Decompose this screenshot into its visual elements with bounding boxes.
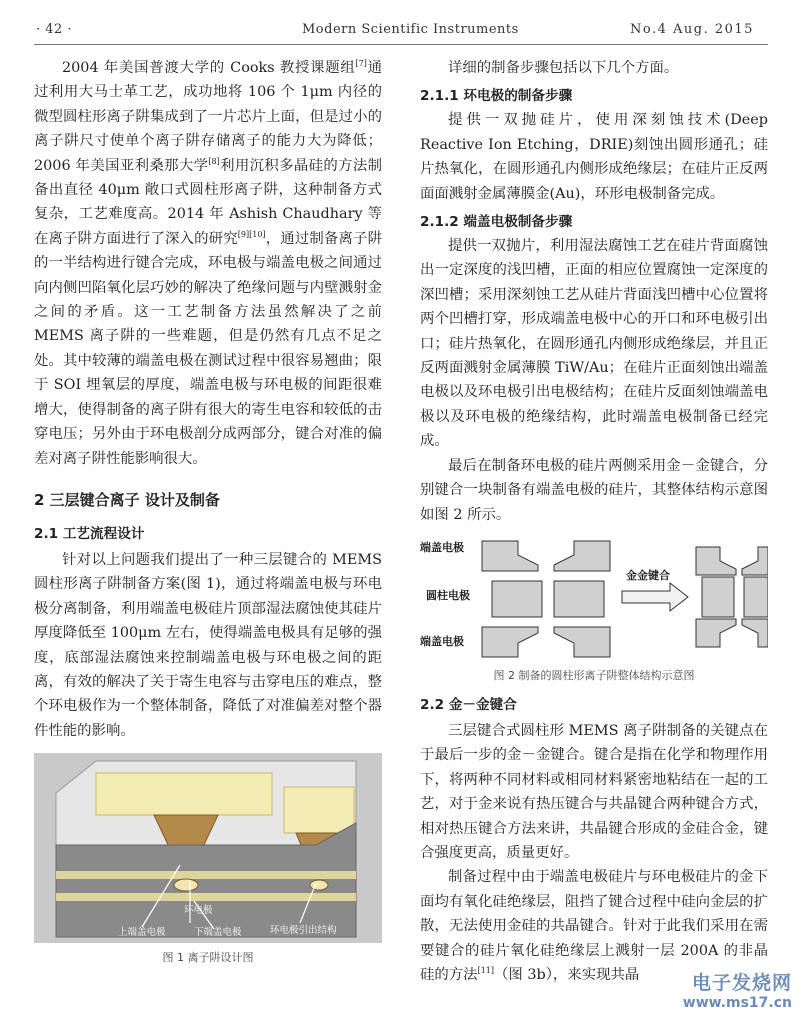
figure-2-caption: 图 2 制备的圆柱形离子阱整体结构示意图	[493, 668, 695, 682]
citation-ref: [11]	[477, 965, 494, 975]
section-heading-2-1: 2.1 工艺流程设计	[34, 525, 145, 542]
paragraph-au-au-bonding: 三层键合式圆柱形 MEMS 离子阱制备的关键点在于最后一步的金－金键合。键合是指在化学和物理作用下，将两种不同材料或相同材料紧密地粘结在一起的工艺，对于金来说有热压键合与共晶键合两种键合方式，相对热压键合方法来讲，共晶键合形成的金硅合金，键合强度更高，质量更好。	[420, 722, 768, 861]
left-column	[34, 56, 382, 965]
citation-ref: [8]	[208, 156, 220, 166]
citation-ref: [9][10]	[237, 229, 266, 239]
fig2-label-endcap-top: 端盖电极	[420, 540, 464, 554]
right-column	[420, 56, 768, 987]
issue-info: No.4 Aug. 2015	[630, 22, 754, 37]
section-heading-2-1-2: 2.1.2 端盖电极制备步骤	[420, 214, 573, 231]
header-rule	[34, 44, 768, 45]
page-number: · 42 ·	[36, 22, 73, 37]
fig2-label-endcap-bottom: 端盖电极	[420, 634, 464, 648]
citation-ref: [7]	[355, 59, 367, 68]
figure-2-image	[420, 533, 768, 661]
figure-1	[34, 753, 382, 965]
fig1-label-ring-lead: 环电极引出结构	[270, 925, 337, 937]
paragraph-ring-electrode: 提供一双抛硅片，使用深刻蚀技术(Deep Reactive Ion Etching，DRIE)刻蚀出圆形通孔；硅片热氧化，在圆形通孔内侧形成绝缘层；在硅片正反两面面溅射金属薄膜金(Au)，环形电极制备完成。	[420, 112, 768, 202]
paragraph-endcap-electrode: 提供一双抛片，利用湿法腐蚀工艺在硅片背面腐蚀出一定深度的浅凹槽，正面的相应位置腐蚀一定深度的深凹槽；采用深刻蚀工艺从硅片背面浅凹槽中心位置将两个凹槽打穿，形成端盖电极中心的开口和环电极引出口；硅片热氧化，在圆形通孔内侧形成绝缘层，并且正反两面溅射金属薄膜 TiW/Au；在硅片正面刻蚀出端盖电极以及环电极引出电极结构；在硅片反面刻蚀端盖电极以及环电极的绝缘结构，此时端盖电极制备已经完成。	[420, 238, 768, 450]
section-heading-2: 2 三层键合离子 设计及制备	[34, 490, 220, 509]
fig2-label-cylinder: 圆柱电极	[426, 588, 470, 602]
figure-2	[420, 533, 768, 683]
fig1-label-top-endcap: 上端盖电极	[118, 927, 166, 939]
figure-1-caption: 图 1 离子阱设计图	[162, 951, 254, 965]
paragraph-intro: 2004 年美国普渡大学的 Cooks 教授课题组[7]通过利用大马士革工艺，成功地将 106 个 1μm 内径的微型圆柱形离子阱集成到了一片芯片上面，但是过小的离子阱尺寸使单个离子阱存储离子的能力大为降低；2006 年美国亚利桑那大学[8]利用沉积多晶硅的方法制备出直径 40μm 敞口式圆柱形离子阱，这种制备方式复杂，工艺难度高。2014 年 Ashish Chaudhary 等在离子阱方面进行了深入的研究[9][10]，通过制备离子阱的一半结构进行键合完成，环电极与端盖电极之间通过向内侧凹陷氧化层巧妙的解决了绝缘问题与内壁溅射金之间的矛盾。这一工艺制备方法虽然解决了之前 MEMS 离子阱的一些难题，但是仍然有几点不足之处。其中较薄的端盖电极在测试过程中很容易翘曲；限于 SOI 埋氧层的厚度，端盖电极与环电极的间距很难增大，使得制备的离子阱有很大的寄生电容和较低的击穿电压；另外由于环电极剖分成两部分，键合对准的偏差对离子阱性能影响很大。	[34, 59, 382, 467]
section-heading-2-2: 2.2 金－金键合	[420, 696, 517, 713]
fig2-arrow-label: 金金键合	[626, 568, 670, 582]
paragraph-process-design: 针对以上问题我们提出了一种三层键合的 MEMS 圆柱形离子阱制备方案(图 1)，通过将端盖电极与环电极分离制备，利用端盖电极硅片顶部湿法腐蚀使其硅片厚度降低至 100μm 左右，使得端盖电极具有足够的强度，底部湿法腐蚀来控制端盖电极与环电极之间的距离，有效的解决了关于寄生电容与击穿电压的难点，整个环电极作为一个整体制备，降低了对准偏差对整个器件性能的影响。	[34, 551, 382, 739]
paragraph-bonding-overview: 最后在制备环电极的硅片两侧采用金－金键合，分别键合一块制备有端盖电极的硅片，其整体结构示意图如图 2 所示。	[420, 457, 768, 523]
fig1-label-bottom-endcap: 下端盖电极	[194, 927, 242, 939]
journal-title: Modern Scientific Instruments	[302, 22, 519, 37]
paragraph-steps-intro: 详细的制备步骤包括以下几个方面。	[448, 60, 679, 76]
figure-1-image	[34, 753, 382, 943]
paragraph-eutectic: 制备过程中由于端盖电极硅片与环电极硅片的金下面均有氧化硅绝缘层，阻挡了键合过程中硅向金层的扩散，无法使用金硅的共晶键合。针对于此我们采用在需要键合的硅片氧化硅绝缘层上溅射一层 200A 的非晶硅的方法[11]（图 3b），来实现共晶	[420, 869, 768, 983]
fig1-label-ring: 环电极	[184, 905, 213, 917]
site-watermark: 电子发烧网 www.ms17.cn	[682, 972, 792, 1011]
section-heading-2-1-1: 2.1.1 环电极的制备步骤	[420, 88, 573, 105]
